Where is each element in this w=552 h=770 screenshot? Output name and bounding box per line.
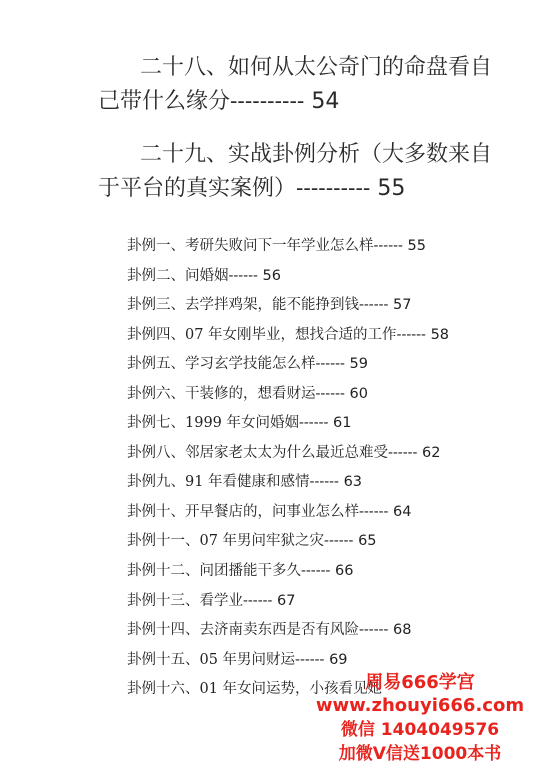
entry-page: 65 <box>358 533 377 550</box>
entry-page: 61 <box>333 415 352 432</box>
toc-entry <box>127 646 527 676</box>
watermark-url: www.zhouyi666.com <box>315 695 525 716</box>
entry-page: 58 <box>430 326 450 343</box>
entry-title: 卦例六、干装修的，想看财运------ <box>127 385 345 402</box>
watermark-offer: 加微V信送1000本书 <box>338 744 502 764</box>
toc-entry <box>127 587 527 617</box>
chapter-page-number: 54 <box>311 89 340 114</box>
entry-page: 67 <box>277 592 296 609</box>
entry-page: 60 <box>349 385 368 402</box>
toc-entry <box>127 616 527 646</box>
entry-page: 68 <box>393 622 412 639</box>
toc-entry <box>127 291 527 321</box>
entry-page: 56 <box>262 267 281 284</box>
entry-title: 卦例七、1999 年女问婚姻------ <box>127 415 329 432</box>
entry-page: 69 <box>329 651 348 668</box>
entry-title: 卦例十、开早餐店的，问事业怎么样------ <box>127 503 389 520</box>
toc-entry <box>127 527 527 557</box>
chapter-page-number: 55 <box>377 176 406 201</box>
toc-entry <box>127 498 527 528</box>
entry-page: 64 <box>393 503 412 520</box>
entry-page: 57 <box>393 297 412 314</box>
toc-entry <box>127 380 527 410</box>
entry-title: 卦例四、07 年女刚毕业，想找合适的工作------ <box>127 326 426 343</box>
toc-entry <box>127 557 527 587</box>
entry-title: 卦例十六、01 年女问运势，小孩看见她 <box>127 681 383 698</box>
entry-page: 55 <box>407 238 426 254</box>
entry-title: 卦例十四、去济南卖东西是否有风险------ <box>127 622 389 639</box>
entry-page: 63 <box>343 474 363 491</box>
entry-title: 卦例一、考研失败问下一年学业怎么样------ <box>127 238 403 254</box>
watermark-brand: 周易666学宫 <box>365 672 475 693</box>
case-list <box>127 232 527 705</box>
toc-entry <box>127 468 527 498</box>
watermark <box>310 672 530 766</box>
entry-title: 卦例九、91 年看健康和感情------ <box>127 474 339 491</box>
chapter-title-line: 二十八、如何从太公奇门的命盘看自 <box>140 55 493 80</box>
toc-entry <box>127 321 527 351</box>
toc-entry <box>127 409 527 439</box>
entry-title: 卦例三、去学拌鸡架，能不能挣到钱------ <box>127 297 389 314</box>
chapter-title-text: 于平台的真实案例）---------- <box>98 176 371 201</box>
toc-entry <box>127 262 527 292</box>
entry-title: 卦例十五、05 年男问财运------ <box>127 651 325 668</box>
entry-page: 62 <box>422 444 441 461</box>
entry-page: 59 <box>349 356 368 373</box>
toc-entry <box>127 232 527 262</box>
entry-title: 卦例二、问婚姻------ <box>127 267 258 284</box>
toc-entry <box>127 350 527 380</box>
entry-title: 卦例十一、07 年男问牢狱之灾------ <box>127 533 354 550</box>
entry-page: 66 <box>335 563 354 580</box>
chapter-29 <box>0 138 552 206</box>
entry-title: 卦例五、学习玄学技能怎么样------ <box>127 356 345 373</box>
chapter-title-text: 己带什么缘分---------- <box>98 89 305 114</box>
chapter-title-line <box>0 85 552 119</box>
chapter-28 <box>0 51 552 119</box>
entry-title: 卦例十二、问团播能干多久------ <box>127 563 331 580</box>
watermark-wechat: 微信 1404049576 <box>340 720 500 740</box>
toc-entry <box>127 439 527 469</box>
entry-title: 卦例八、邻居家老太太为什么最近总难受------ <box>127 444 418 461</box>
entry-title: 卦例十三、看学业------ <box>127 592 273 609</box>
chapter-title-line <box>0 172 552 206</box>
chapter-title-line: 二十九、实战卦例分析（大多数来自 <box>140 142 493 167</box>
